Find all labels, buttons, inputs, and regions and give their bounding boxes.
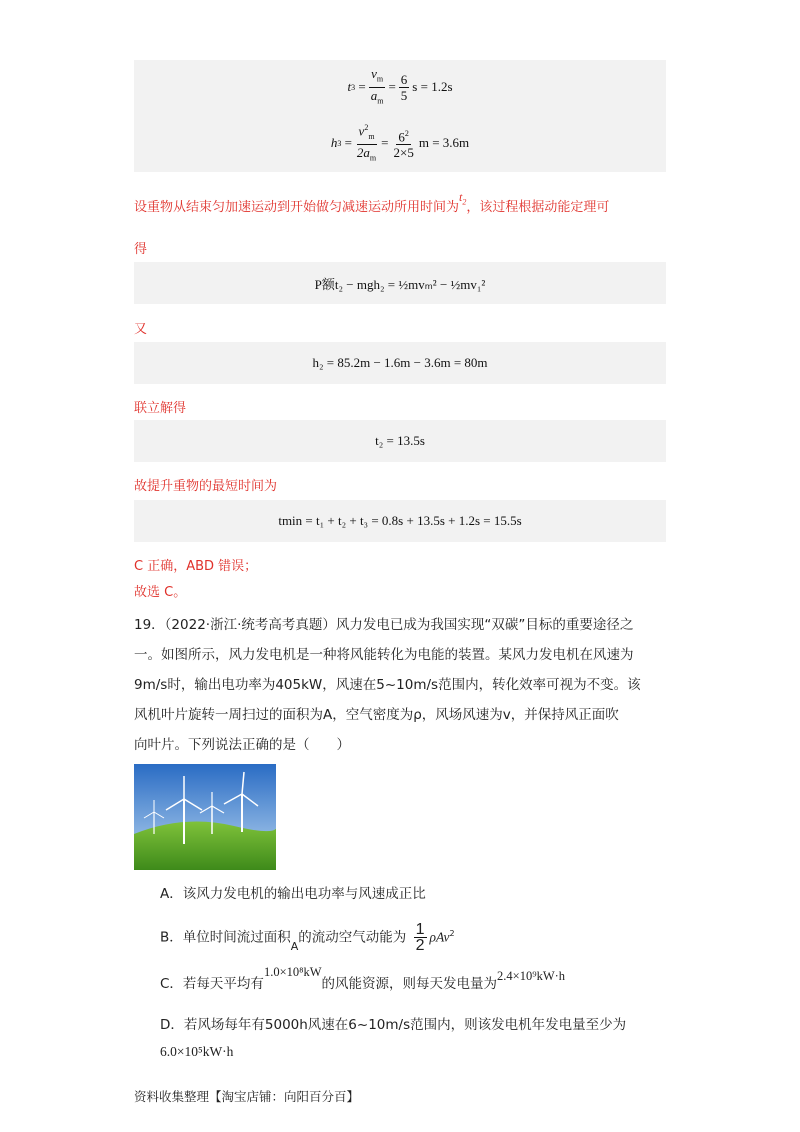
equation-energy-theorem: P额t₂ − mgh₂ = ½mvₘ² − ½mv₁² <box>134 262 666 304</box>
question-line: 9m/s时，输出电功率为405kW，风速在5~10m/s范围内，转化效率可视为不变。该 <box>134 677 641 693</box>
question-line: 19．（2022·浙江·统考高考真题）风力发电已成为我国实现“双碳”目标的重要途径之 <box>134 617 634 633</box>
equation-t3: t 3 = $\frac{v_m}{a_m}$ = $\frac{6}{5}$ s = 1.2s <box>347 66 453 106</box>
answer-choice: 故选 C。 <box>134 585 187 600</box>
wind-turbine-image <box>134 764 276 870</box>
equation-h2: h₂ = 85.2m − 1.6m − 3.6m = 80m <box>134 342 666 384</box>
question-line: 一。如图所示，风力发电机是一种将风能转化为电能的装置。某风力发电机在风速为 <box>134 647 634 663</box>
option-a[interactable]: A．该风力发电机的输出电功率与风速成正比 <box>160 886 426 902</box>
option-b[interactable]: B．单位时间流过面积$_A$的流动空气动能为 $\frac{1}{2}$ ρAv$^2$ <box>160 921 455 954</box>
option-d[interactable]: D．若风场每年有5000h风速在6~10m/s范围内，则该发电机年发电量至少为 <box>160 1017 627 1033</box>
equation-tmin: tmin = t₁ + t₂ + t₃ = 0.8s + 13.5s + 1.2s = 15.5s <box>134 500 666 542</box>
footer: 资料收集整理【淘宝店铺：向阳百分百】 <box>134 1089 360 1104</box>
question-line: 向叶片。下列说法正确的是（ ） <box>134 737 350 753</box>
question-19 <box>134 610 674 760</box>
solution-text-time-t2: 设重物从结束匀加速运动到开始做匀减速运动所用时间为$t_2$，该过程根据动能定理可 <box>134 190 610 215</box>
solution-text-min-time: 故提升重物的最短时间为 <box>134 479 278 494</box>
solution-text-de: 得 <box>134 242 148 257</box>
option-d-continued: 6.0×10⁵kW·h <box>160 1044 234 1059</box>
answer-judgement: C 正确，ABD 错误； <box>134 559 258 574</box>
option-c[interactable]: C．若每天平均有1.0×10⁸kW的风能资源，则每天发电量为2.4×10⁹kW·h <box>160 965 566 992</box>
question-line: 风机叶片旋转一周扫过的面积为A，空气密度为ρ，风场风速为v，并保持风正面吹 <box>134 707 619 723</box>
equation-t2: t₂ = 13.5s <box>134 420 666 462</box>
equation-block-t3-h3 <box>134 60 666 172</box>
solution-text-you: 又 <box>134 322 148 337</box>
solution-text-solve: 联立解得 <box>134 401 187 416</box>
equation-h3: h 3 = $\frac{v^2_m}{2a_m}$ = $\frac{6^2}{2\times 5}$ m = 3.6m <box>331 120 469 166</box>
